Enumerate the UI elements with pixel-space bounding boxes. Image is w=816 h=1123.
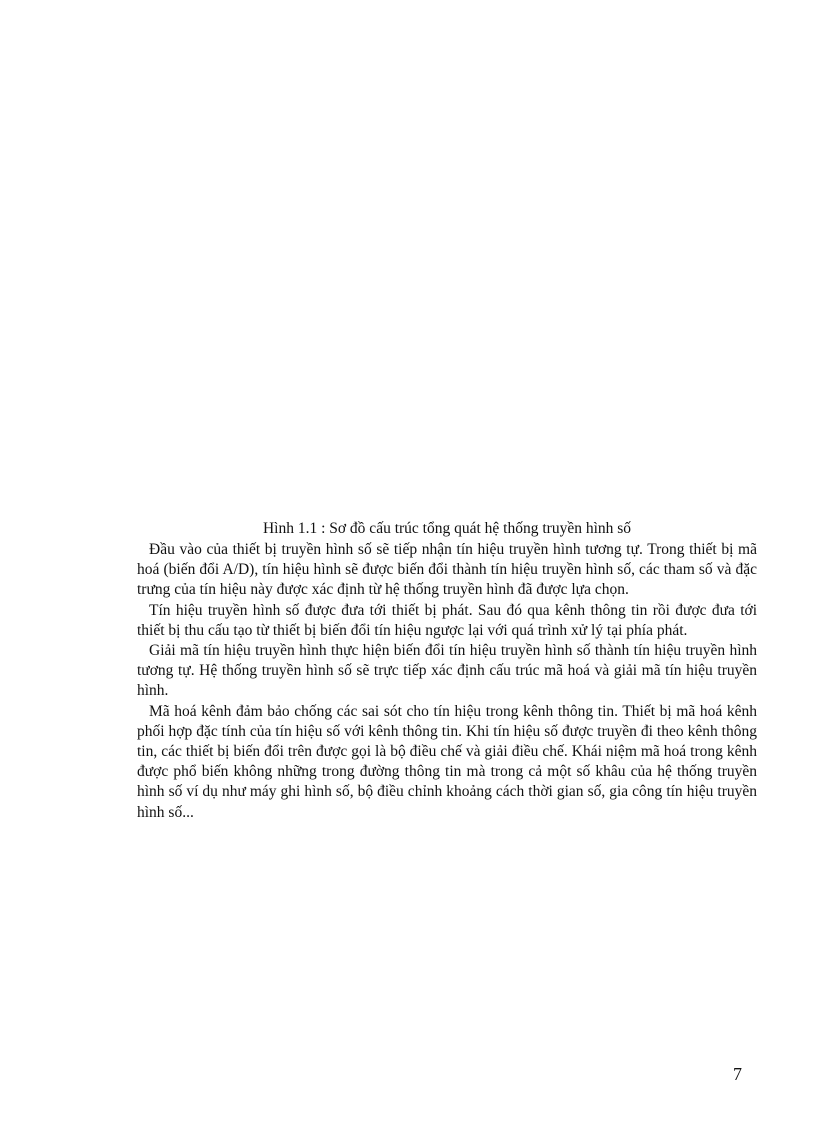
paragraph-input-encoding: Đầu vào của thiết bị truyền hình số sẽ tiếp nhận tín hiệu truyền hình tương tự. Trong thiết bị mã hoá (biến đổi A/D), tín hiệu hình sẽ được biến đổi thành tín hiệu truyền hình số, các tham số và đặc trưng của tín hiệu này được xác định từ hệ thống truyền hình đã được lựa chọn. xyxy=(137,541,757,599)
paragraph-decoding: Giải mã tín hiệu truyền hình thực hiện biến đổi tín hiệu truyền hình số thành tín hiệu truyền hình tương tự. Hệ thống truyền hình số sẽ trực tiếp xác định cấu trúc mã hoá và giải mã tín hiệu truyền hình. xyxy=(137,642,757,700)
paragraph-transmission: Tín hiệu truyền hình số được đưa tới thiết bị phát. Sau đó qua kênh thông tin rồi được đưa tới thiết bị thu cấu tạo từ thiết bị biến đổi tín hiệu ngược lại với quá trình xử lý tại phía phát. xyxy=(137,601,757,639)
body-text xyxy=(137,540,757,823)
figure-blank-area xyxy=(137,60,757,510)
page-number: 7 xyxy=(733,1064,742,1084)
figure-caption: Hình 1.1 : Sơ đồ cấu trúc tổng quát hệ thống truyền hình số xyxy=(262,520,632,537)
paragraph-channel-coding: Mã hoá kênh đảm bảo chống các sai sót cho tín hiệu trong kênh thông tin. Thiết bị mã hoá kênh phối hợp đặc tính của tín hiệu số với kênh thông tin. Khi tín hiệu số được truyền đi theo kênh thông tin, các thiết bị biến đổi trên được gọi là bộ điều chế và giải điều chế. Khái niệm mã hoá trong kênh được phổ biến không những trong đường thông tin mà trong cả một số khâu của hệ thống truyền hình số ví dụ như máy ghi hình số, bộ điều chỉnh khoảng cách thời gian số, gia công tín hiệu truyền hình số... xyxy=(137,702,757,821)
